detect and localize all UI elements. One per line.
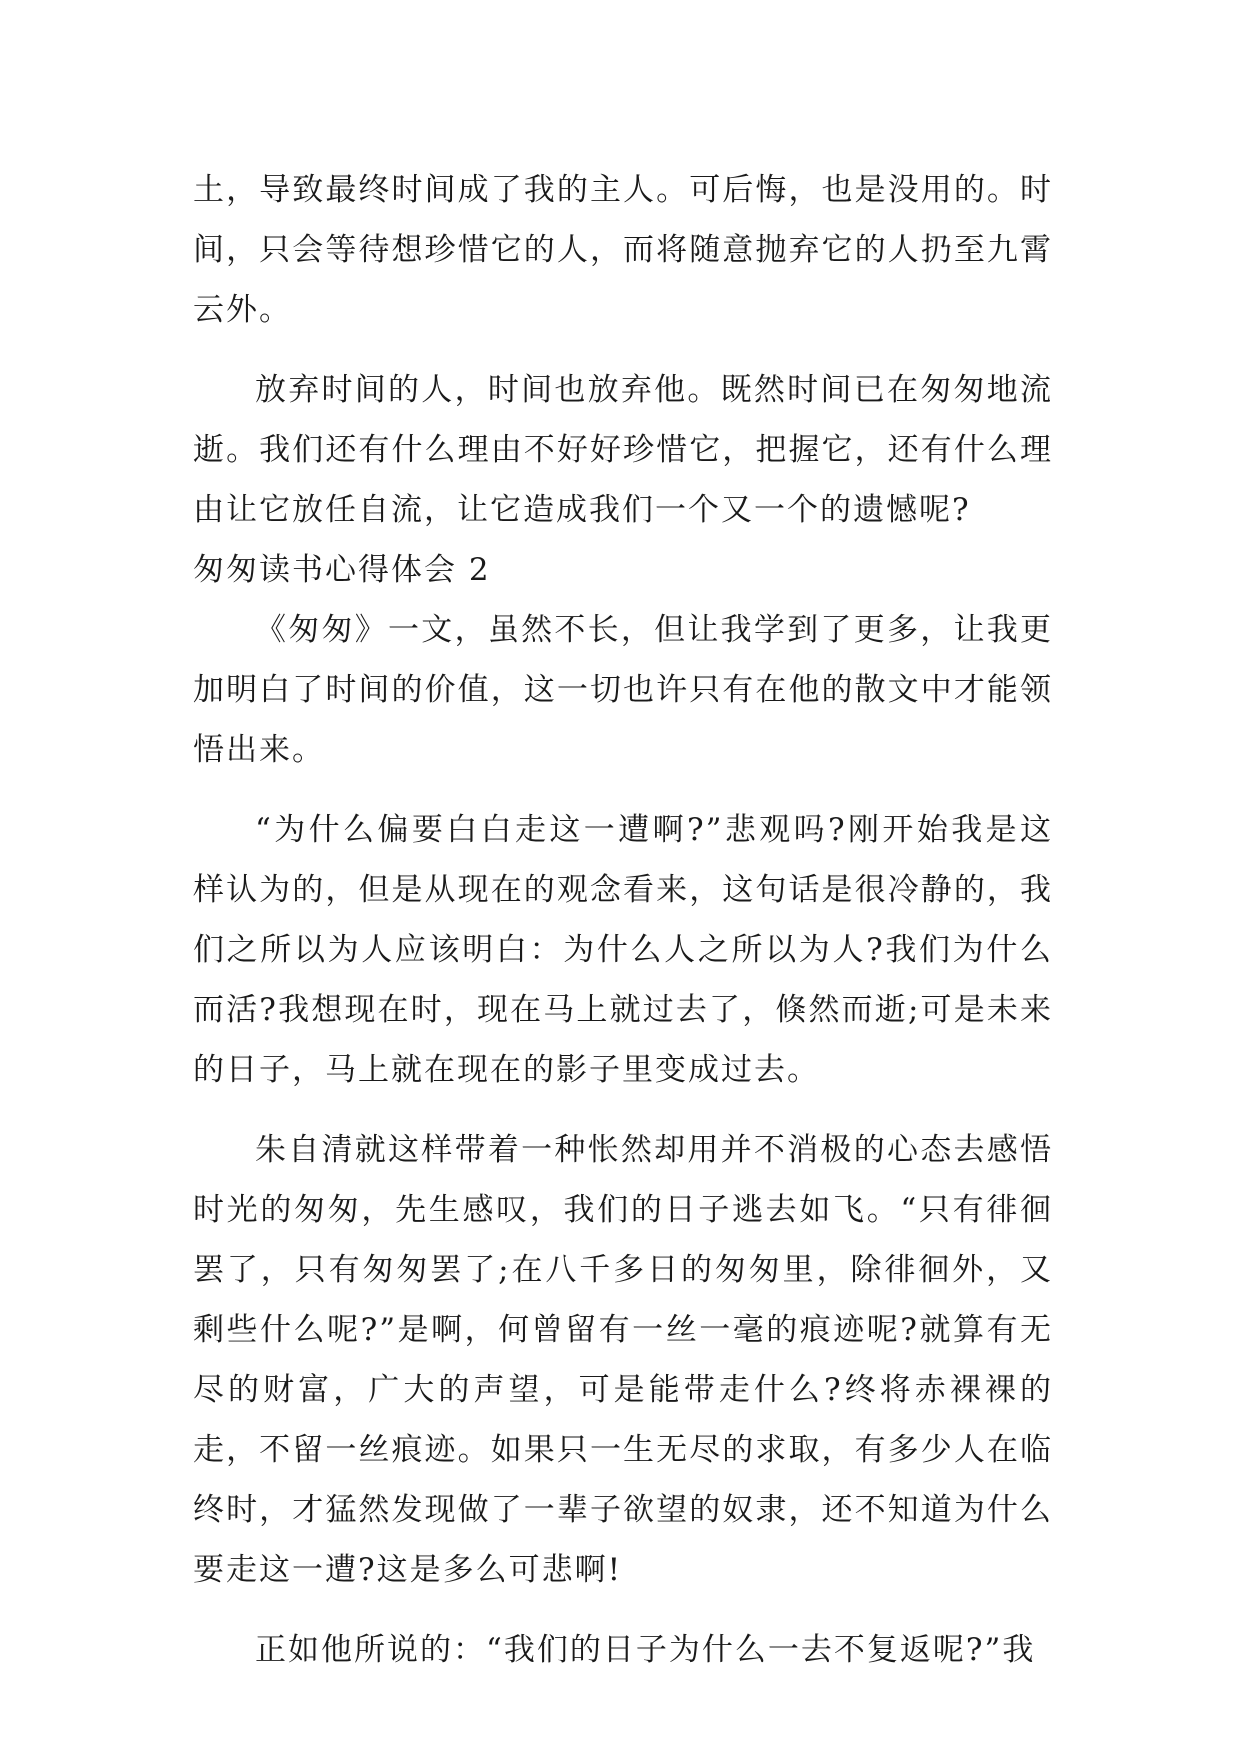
- paragraph: 放弃时间的人，时间也放弃他。既然时间已在匆匆地流逝。我们还有什么理由不好好珍惜它，把握它，还有什么理由让它放任自流，让它造成我们一个又一个的遗憾呢?: [193, 372, 1053, 528]
- paragraph: 正如他所说的：“我们的日子为什么一去不复返呢?”我: [255, 1632, 1036, 1668]
- paragraph: 朱自清就这样带着一种怅然却用并不消极的心态去感悟时光的匆匆，先生感叹，我们的日子逃去如飞。“只有徘徊罢了，只有匆匆罢了;在八千多日的匆匆里，除徘徊外，又剩些什么呢?”是啊，何曾留有一丝一毫的痕迹呢?就算有无尽的财富，广大的声望，可是能带走什么?终将赤裸裸的走，不留一丝痕迹。如果只一生无尽的求取，有多少人在临终时，才猛然发现做了一辈子欲望的奴隶，还不知道为什么要走这一遭?这是多么可悲啊!: [193, 1132, 1053, 1588]
- paragraph: 《匆匆》一文，虽然不长，但让我学到了更多，让我更加明白了时间的价值，这一切也许只有在他的散文中才能领悟出来。: [193, 612, 1053, 768]
- section-title: 匆匆读书心得体会 2: [193, 552, 491, 588]
- paragraph-continued: 土，导致最终时间成了我的主人。可后悔，也是没用的。时间，只会等待想珍惜它的人，而将随意抛弃它的人扔至九霄云外。: [193, 172, 1053, 328]
- document-page: [193, 160, 1053, 1680]
- paragraph: “为什么偏要白白走这一遭啊?”悲观吗?刚开始我是这样认为的，但是从现在的观念看来，这句话是很冷静的，我们之所以为人应该明白：为什么人之所以为人?我们为什么而活?我想现在时，现在马上就过去了，倏然而逝;可是未来的日子，马上就在现在的影子里变成过去。: [193, 812, 1053, 1088]
